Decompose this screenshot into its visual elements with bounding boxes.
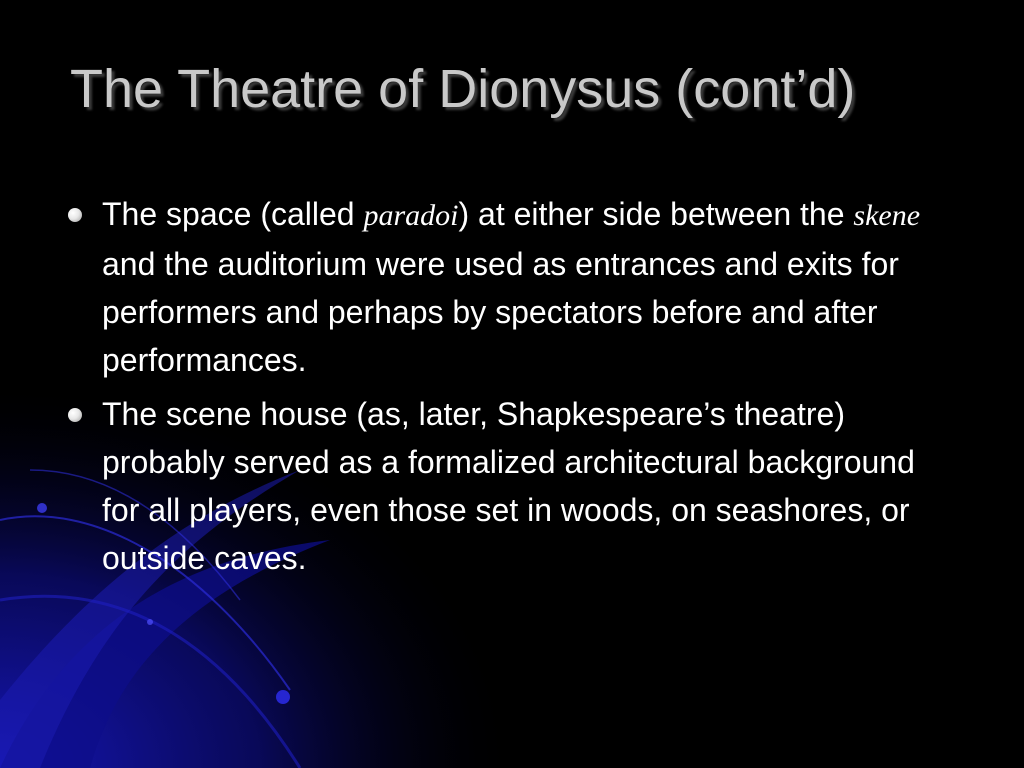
bullet-item: [60, 390, 960, 582]
bullet-text-segment: The space (called: [102, 196, 364, 232]
bullet-text-segment: and the auditorium were used as entrances and exits for performers and perhaps by spectators before and after performances.: [102, 246, 899, 378]
term-skene: skene: [853, 199, 921, 232]
bullet-list: [60, 190, 960, 588]
bullet-dot-icon: [68, 408, 82, 422]
bullet-text: [102, 196, 920, 378]
bullet-text-segment: ) at either side between the: [458, 196, 854, 232]
bullet-item: [60, 190, 960, 384]
term-paradoi: paradoi: [363, 199, 459, 232]
bullet-text-segment: The scene house (as, later, Shapkespeare’s theatre) probably served as a formalized architectural background for all players, even those set in woods, on seashores, or outside caves.: [102, 396, 915, 576]
bullet-dot-icon: [68, 208, 82, 222]
bullet-text: [102, 396, 915, 576]
slide-title: The Theatre of Dionysus (cont’d): [70, 59, 856, 119]
